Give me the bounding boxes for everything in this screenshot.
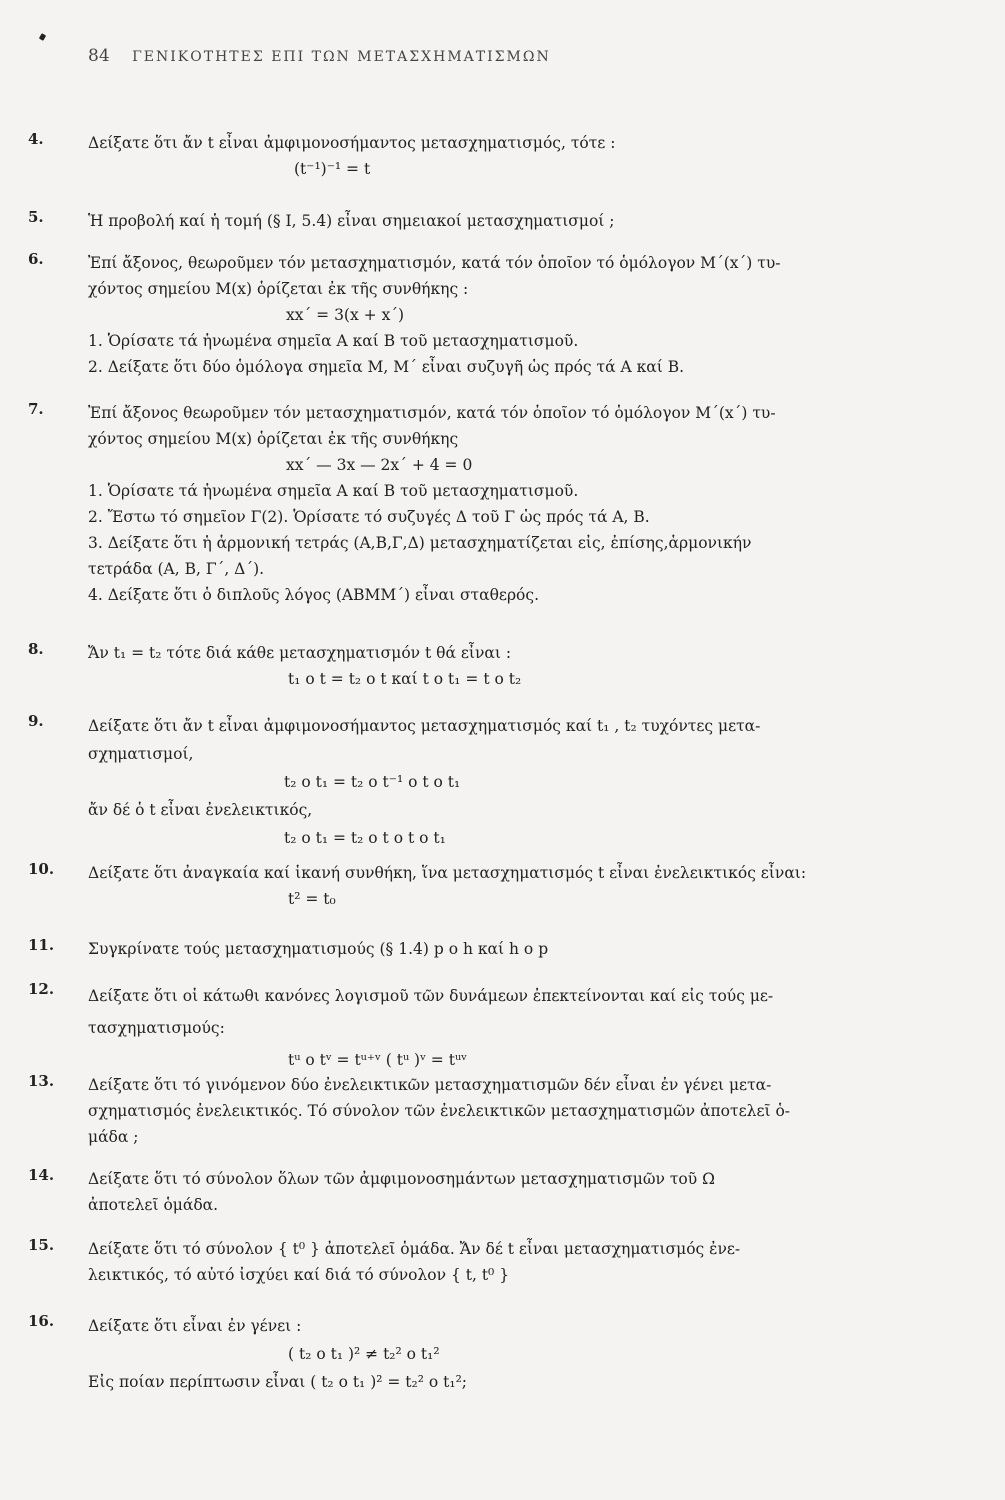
exercise-text xyxy=(88,640,908,692)
exercise-text xyxy=(88,980,908,1076)
exercise-text xyxy=(88,1236,908,1288)
exercise-number: 7. xyxy=(28,400,44,418)
exercise-text xyxy=(88,130,908,182)
exercise-line: Συγκρίνατε τούς μετασχηματισμούς (§ 1.4) p o h καί h o p xyxy=(88,940,549,958)
exercise-line: Δείξατε ὅτι τό σύνολον ὅλων τῶν ἀμφιμονοσημάντων μετασχηματισμῶν τοῦ Ω xyxy=(88,1170,715,1188)
exercise-line: 2. Δείξατε ὅτι δύο ὁμόλογα σημεῖα M, M΄ εἶναι συζυγῆ ὡς πρός τά A καί B. xyxy=(88,358,685,376)
exercise-line: Ἄν t₁ = t₂ τότε διά κάθε μετασχηματισμόν t θά εἶναι : xyxy=(88,644,512,662)
exercise-line: Δείξατε ὅτι εἶναι ἐν γένει : xyxy=(88,1317,302,1335)
ink-mark xyxy=(39,33,46,41)
exercise-line: t₁ o t = t₂ o t καί t o t₁ = t o t₂ xyxy=(288,670,522,688)
exercise-line: Ἡ προβολή καί ἡ τομή (§ I, 5.4) εἶναι σημειακοί μετασχηματισμοί ; xyxy=(88,212,615,230)
exercise-line: 2. Ἔστω τό σημεῖον Γ(2). Ὁρίσατε τό συζυγές Δ τοῦ Γ ὡς πρός τά A, B. xyxy=(88,508,650,526)
exercise-line: Δείξατε ὅτι ἀναγκαία καί ἱκανή συνθήκη, ἵνα μετασχηματισμός t εἶναι ἐνελεικτικός εἶναι: xyxy=(88,864,807,882)
exercise-text xyxy=(88,1072,908,1150)
exercise-number: 5. xyxy=(28,208,44,226)
exercise-line: λεικτικός, τό αὐτό ἰσχύει καί διά τό σύνολον { t, t⁰ } xyxy=(88,1266,510,1284)
exercise-number: 9. xyxy=(28,712,44,730)
exercise-line: tᵘ o tᵛ = tᵘ⁺ᵛ ( tᵘ )ᵛ = tᵘᵛ xyxy=(288,1051,467,1069)
exercise-line: xx΄ — 3x — 2x΄ + 4 = 0 xyxy=(286,456,473,474)
exercise-line: Δείξατε ὅτι τό σύνολον { t⁰ } ἀποτελεῖ ὁμάδα. Ἄν δέ t εἶναι μετασχηματισμός ἐνε- xyxy=(88,1240,741,1258)
exercise-line: t₂ o t₁ = t₂ o t o t o t₁ xyxy=(284,829,446,847)
exercise-line: σχηματισμοί, xyxy=(88,745,194,763)
page-header xyxy=(88,46,551,66)
exercise-number: 10. xyxy=(28,860,55,878)
exercise-line: μάδα ; xyxy=(88,1128,139,1146)
exercise-text xyxy=(88,936,908,962)
exercise-number: 4. xyxy=(28,130,44,148)
exercise-text xyxy=(88,208,908,234)
exercise-line: 1. Ὁρίσατε τά ἡνωμένα σημεῖα A καί B τοῦ μετασχηματισμοῦ. xyxy=(88,482,579,500)
exercise-line: 1. Ὁρίσατε τά ἡνωμένα σημεῖα A καί B τοῦ μετασχηματισμοῦ. xyxy=(88,332,579,350)
exercise-line: t₂ o t₁ = t₂ o t⁻¹ o t o t₁ xyxy=(284,773,461,791)
exercise-line: Ἐπί ἄξονος, θεωροῦμεν τόν μετασχηματισμόν, κατά τόν ὁποῖον τό ὁμόλογον M΄(x΄) τυ- xyxy=(88,254,781,272)
exercise-line: ἄν δέ ὁ t εἶναι ἐνελεικτικός, xyxy=(88,801,313,819)
exercise-line: ( t₂ o t₁ )² ≠ t₂² o t₁² xyxy=(288,1345,440,1363)
exercise-text xyxy=(88,1312,908,1396)
exercise-line: xx΄ = 3(x + x΄) xyxy=(286,306,405,324)
exercise-text xyxy=(88,1166,908,1218)
exercise-line: χόντος σημείου M(x) ὁρίζεται ἐκ τῆς συνθήκης xyxy=(88,430,459,448)
exercise-text xyxy=(88,250,908,380)
exercise-line: τασχηματισμούς: xyxy=(88,1019,225,1037)
exercise-line: Δείξατε ὅτι τό γινόμενον δύο ἐνελεικτικῶν μετασχηματισμῶν δέν εἶναι ἐν γένει μετα- xyxy=(88,1076,772,1094)
page-number: 84 xyxy=(88,46,110,66)
exercise-number: 12. xyxy=(28,980,55,998)
exercise-line: Δείξατε ὅτι ἄν t εἶναι ἀμφιμονοσήμαντος μετασχηματισμός, τότε : xyxy=(88,134,616,152)
exercise-number: 6. xyxy=(28,250,44,268)
running-title: ΓΕΝΙΚΟΤΗΤΕΣ ΕΠΙ ΤΩΝ ΜΕΤΑΣΧΗΜΑΤΙΣΜΩΝ xyxy=(132,49,551,65)
exercise-line: Εἰς ποίαν περίπτωσιν εἶναι ( t₂ o t₁ )² = t₂² o t₁²; xyxy=(88,1373,468,1391)
exercise-number: 16. xyxy=(28,1312,55,1330)
exercise-line: τετράδα (A, B, Γ΄, Δ΄). xyxy=(88,560,265,578)
exercise-line: 4. Δείξατε ὅτι ὁ διπλοῦς λόγος (ABMM΄) εἶναι σταθερός. xyxy=(88,586,539,604)
exercise-line: 3. Δείξατε ὅτι ἡ ἁρμονική τετράς (A,B,Γ,Δ) μετασχηματίζεται εἰς, ἐπίσης,ἁρμονικήν xyxy=(88,534,752,552)
exercise-text xyxy=(88,860,908,912)
exercise-line: Δείξατε ὅτι ἄν t εἶναι ἀμφιμονοσήμαντος μετασχηματισμός καί t₁ , t₂ τυχόντες μετα- xyxy=(88,717,761,735)
exercise-line: t² = t₀ xyxy=(288,890,336,908)
exercise-text xyxy=(88,712,908,852)
exercise-number: 11. xyxy=(28,936,55,954)
exercise-number: 13. xyxy=(28,1072,55,1090)
exercise-line: ἀποτελεῖ ὁμάδα. xyxy=(88,1196,219,1214)
exercise-text xyxy=(88,400,908,608)
exercise-line: Ἐπί ἄξονος θεωροῦμεν τόν μετασχηματισμόν, κατά τόν ὁποῖον τό ὁμόλογον M΄(x΄) τυ- xyxy=(88,404,776,422)
exercise-number: 8. xyxy=(28,640,44,658)
exercise-line: (t⁻¹)⁻¹ = t xyxy=(294,160,371,178)
exercise-line: σχηματισμός ἐνελεικτικός. Τό σύνολον τῶν ἐνελεικτικῶν μετασχηματισμῶν ἀποτελεῖ ὁ- xyxy=(88,1102,791,1120)
exercise-line: Δείξατε ὅτι οἱ κάτωθι κανόνες λογισμοῦ τῶν δυνάμεων ἐπεκτείνονται καί εἰς τούς με- xyxy=(88,987,774,1005)
exercise-number: 14. xyxy=(28,1166,55,1184)
exercise-line: χόντος σημείου M(x) ὁρίζεται ἐκ τῆς συνθήκης : xyxy=(88,280,469,298)
exercise-number: 15. xyxy=(28,1236,55,1254)
